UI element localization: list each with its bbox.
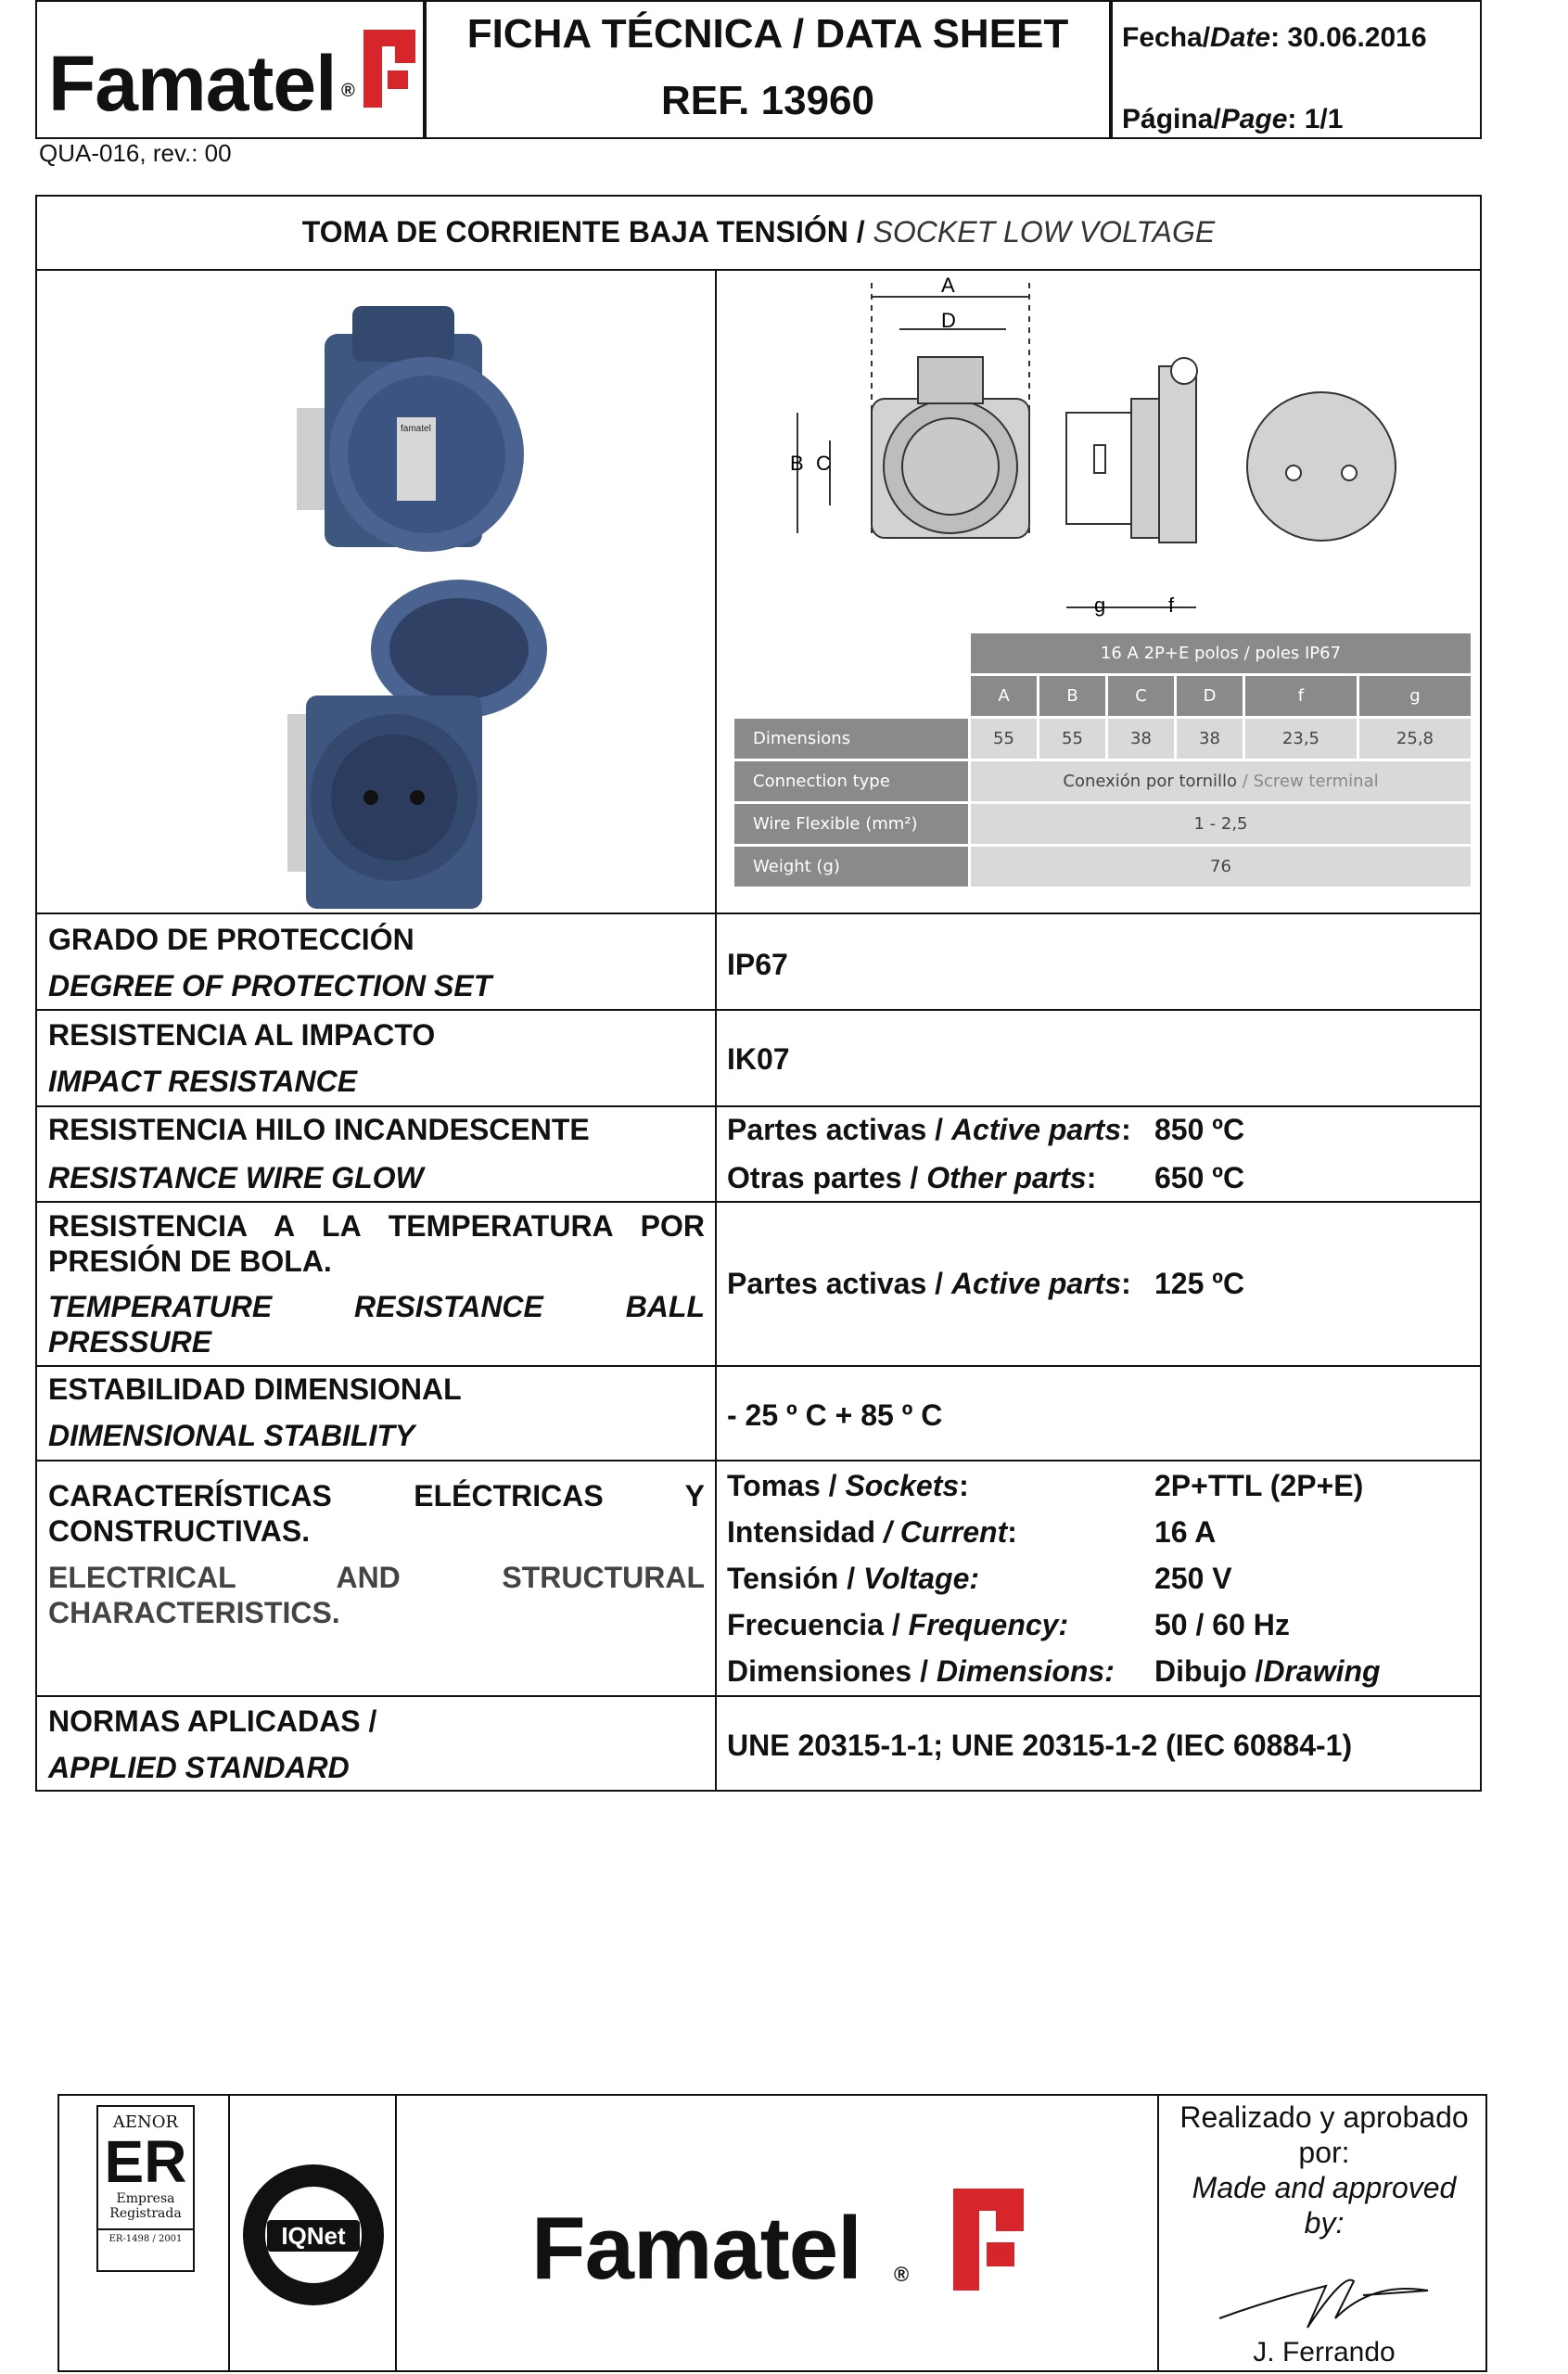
spec-item: Intensidad / Current:	[727, 1515, 1017, 1549]
registered-mark: ®	[894, 2263, 910, 2286]
page-line: Página/Page: 1/1	[1122, 104, 1344, 134]
table-row	[734, 719, 1471, 759]
dim-label-A: A	[941, 274, 955, 297]
spec-label-en: IMPACT RESISTANCE	[48, 1065, 358, 1098]
doc-code: QUA-016, rev.: 00	[39, 139, 232, 167]
spec-item-value: 2P+TTL (2P+E)	[1154, 1469, 1364, 1502]
spec-label-en: DIMENSIONAL STABILITY	[48, 1419, 415, 1452]
divider	[35, 1105, 1482, 1107]
spec-item-value: 250 V	[1154, 1562, 1232, 1595]
spec-item: Frecuencia / Frequency:	[727, 1608, 1069, 1641]
row-label: Wire Flexible (mm²)	[734, 804, 968, 844]
divider	[35, 913, 1482, 914]
spec-value: Otras partes / Other parts:	[727, 1161, 1097, 1194]
cell: 25,8	[1359, 719, 1471, 759]
spec-item: Dimensiones / Dimensions:	[727, 1654, 1115, 1688]
cell: Conexión por tornillo / Screw terminal	[971, 761, 1471, 801]
spec-label-en: DEGREE OF PROTECTION SET	[48, 969, 492, 1002]
approved-en: Made and approved by:	[1192, 2171, 1457, 2240]
approved-es: Realizado y aprobado por:	[1179, 2100, 1469, 2169]
dim-label-f: f	[1168, 594, 1175, 617]
cell: 76	[971, 847, 1471, 887]
brand-logo-text: Famatel	[48, 40, 337, 127]
spec-label-es: NORMAS APLICADAS /	[48, 1704, 377, 1738]
cell: 38	[1108, 719, 1174, 759]
table-row	[734, 847, 1471, 887]
technical-drawing	[779, 274, 1465, 626]
header-date-cell	[1111, 0, 1482, 139]
spec-label-es: CARACTERÍSTICAS ELÉCTRICAS Y CONSTRUCTIVAS.	[48, 1479, 705, 1548]
spec-value: 125 ºC	[1154, 1267, 1245, 1300]
dim-label-C: C	[816, 452, 831, 475]
spec-label-en: TEMPERATURE RESISTANCE BALL PRESSURE	[48, 1290, 705, 1359]
dim-label-g: g	[1094, 594, 1106, 617]
spec-value: IK07	[727, 1042, 790, 1076]
col-header: C	[1108, 676, 1174, 716]
date-line: Fecha/Date: 30.06.2016	[1122, 22, 1427, 53]
iqnet-text: IQNet	[281, 2222, 346, 2250]
header-logo-cell	[35, 0, 425, 139]
dim-label-D: D	[941, 309, 956, 332]
dim-label-B: B	[790, 452, 804, 475]
cell: 38	[1177, 719, 1243, 759]
divider	[35, 1009, 1482, 1011]
spec-label-es: RESISTENCIA AL IMPACTO	[48, 1018, 436, 1052]
cell: 55	[971, 719, 1037, 759]
spec-label-en: ELECTRICAL AND STRUCTURAL CHARACTERISTICS.	[48, 1561, 705, 1629]
svg-text:famatel: famatel	[401, 424, 431, 434]
col-header: g	[1359, 676, 1471, 716]
spec-value: IP67	[727, 948, 788, 981]
footer-approval-cell	[1157, 2094, 1487, 2372]
col-header: f	[1245, 676, 1357, 716]
divider	[35, 1460, 1482, 1461]
spec-value: Partes activas / Active parts:	[727, 1267, 1131, 1300]
registered-mark: ®	[341, 81, 355, 101]
table-row	[734, 804, 1471, 844]
divider	[35, 1365, 1482, 1367]
doc-ref: REF. 13960	[661, 78, 874, 123]
row-label: Weight (g)	[734, 847, 968, 887]
spec-label-es: RESISTENCIA HILO INCANDESCENTE	[48, 1113, 590, 1146]
socket-closed-photo	[287, 306, 547, 566]
col-header: A	[971, 676, 1037, 716]
row-label: Connection type	[734, 761, 968, 801]
dimensions-table	[732, 631, 1473, 889]
brand-f-icon	[363, 30, 415, 108]
col-header: B	[1039, 676, 1105, 716]
table-header: 16 A 2P+E polos / poles IP67	[971, 633, 1471, 673]
table-row	[734, 761, 1471, 801]
header-title-cell	[425, 0, 1111, 139]
spec-label-en: APPLIED STANDARD	[48, 1751, 350, 1784]
product-title: TOMA DE CORRIENTE BAJA TENSIÓN / SOCKET LOW VOLTAGE	[301, 215, 1216, 249]
column-divider	[715, 269, 717, 1792]
spec-label-es: RESISTENCIA A LA TEMPERATURA POR PRESIÓN DE BOLA.	[48, 1209, 705, 1278]
signer-name: J. Ferrando	[1253, 2337, 1396, 2368]
spec-label-es: GRADO DE PROTECCIÓN	[48, 923, 414, 956]
spec-item-value: 16 A	[1154, 1515, 1217, 1549]
aenor-seal: AENOR ER Empresa Registrada ER-1498 / 2001	[96, 2105, 195, 2272]
brand-f-icon	[953, 2189, 1024, 2291]
spec-value: Partes activas / Active parts:	[727, 1113, 1131, 1146]
cell: 55	[1039, 719, 1105, 759]
spec-value: - 25 º C + 85 º C	[727, 1398, 943, 1432]
footer-brand-text: Famatel	[531, 2199, 861, 2298]
spec-item: Tensión / Voltage:	[727, 1562, 980, 1595]
spec-item-value: 50 / 60 Hz	[1154, 1608, 1290, 1641]
signature	[1215, 2253, 1437, 2337]
footer-brand-cell	[395, 2094, 1159, 2372]
spec-value: 650 ºC	[1154, 1161, 1245, 1194]
divider	[35, 269, 1482, 271]
footer-aenor-cell	[57, 2094, 230, 2372]
cell: 23,5	[1245, 719, 1357, 759]
socket-open-photo	[278, 566, 556, 918]
col-header: D	[1177, 676, 1243, 716]
spec-value: UNE 20315-1-1; UNE 20315-1-2 (IEC 60884-1)	[727, 1729, 1353, 1762]
iqnet-seal	[239, 2161, 388, 2309]
divider	[35, 1695, 1482, 1697]
spec-label-es: ESTABILIDAD DIMENSIONAL	[48, 1372, 462, 1406]
divider	[35, 1201, 1482, 1203]
spec-item: Tomas / Sockets:	[727, 1469, 969, 1502]
doc-title: FICHA TÉCNICA / DATA SHEET	[466, 11, 1069, 57]
row-label: Dimensions	[734, 719, 968, 759]
cell: 1 - 2,5	[971, 804, 1471, 844]
spec-item-value: Dibujo /Drawing	[1154, 1654, 1381, 1688]
spec-label-en: RESISTANCE WIRE GLOW	[48, 1161, 424, 1194]
spec-value: 850 ºC	[1154, 1113, 1245, 1146]
footer-iqnet-cell	[228, 2094, 397, 2372]
